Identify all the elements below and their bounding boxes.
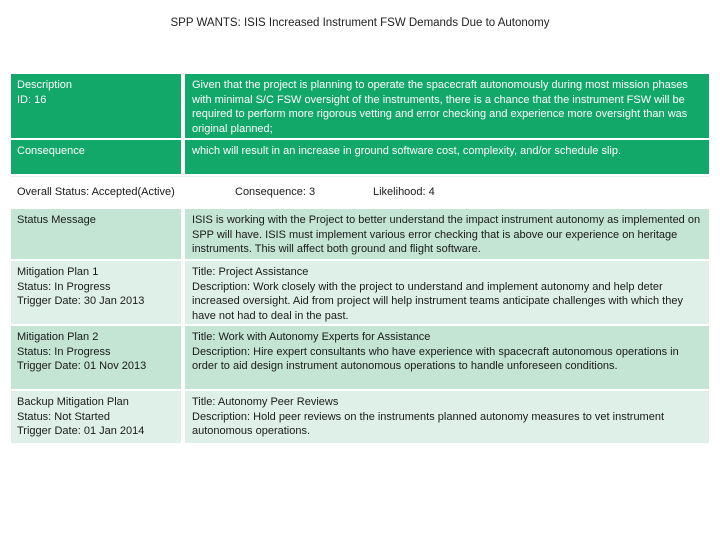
backup-mitigation-label: Backup Mitigation Plan [17,396,129,408]
mitigation-plan-2-label: Mitigation Plan 2 [17,331,99,343]
backup-mitigation-row [11,391,709,445]
backup-mitigation-title: Title: Autonomy Peer Reviews [192,396,339,408]
mitigation-plan-2-row [11,326,709,391]
page-title: SPP WANTS: ISIS Increased Instrument FSW Demands Due to Autonomy [170,17,550,29]
consequence-text: which will result in an increase in ground software cost, complexity, and/or schedule slip. [181,140,709,174]
consequence-label: Consequence [17,145,85,157]
mitigation-plan-2-title: Title: Work with Autonomy Experts for Assistance [192,331,431,343]
overall-status-row [11,176,709,209]
description-row [11,74,709,140]
consequence-score: Consequence: 3 [235,186,316,198]
status-message-row [11,209,709,261]
backup-mitigation-description: Description: Hold peer reviews on the instruments planned autonomy measures to vet instrument autonomous operations. [192,410,665,437]
likelihood-score: Likelihood: 4 [373,186,435,198]
description-label-cell [11,74,181,138]
mitigation-plan-1-row [11,261,709,326]
risk-id: ID: 16 [17,93,47,106]
mitigation-plan-1-status: Status: In Progress [17,280,111,293]
status-message-text: ISIS is working with the Project to better understand the impact instrument autonomy as implemented on SPP will have. ISIS must implement various error checking that is above our experience on heritage instruments. This will affect both ground and flight software. [181,209,709,259]
consequence-row [11,140,709,176]
risk-table [11,74,709,445]
mitigation-plan-1-label-cell [11,261,181,324]
backup-mitigation-trigger: Trigger Date: 01 Jan 2014 [17,425,145,437]
description-text: Given that the project is planning to operate the spacecraft autonomously during most mission phases with minimal S/C FSW oversight of the instruments, there is a chance that the instrument FSW will be required to perform more rigorous vetting and error checking and experience more oversight than was original planned; [181,74,709,138]
mitigation-plan-1-title: Title: Project Assistance [192,266,309,278]
mitigation-plan-2-trigger: Trigger Date: 01 Nov 2013 [17,360,147,372]
status-message-label: Status Message [17,214,96,226]
mitigation-plan-2-label-cell [11,326,181,389]
backup-mitigation-status: Status: Not Started [17,410,110,423]
backup-mitigation-label-cell [11,391,181,443]
mitigation-plan-2-description: Description: Hire expert consultants who have experience with spacecraft autonomous operations in order to aid design instrument autonomous operations to handle unforeseen conditions. [192,345,679,372]
backup-mitigation-detail [181,391,709,443]
mitigation-plan-1-description: Description: Work closely with the project to understand and implement autonomy and help deter increased oversight. Aid from project will help instrument teams anticipate challenges with which they have not had to deal in the past. [192,280,683,322]
mitigation-plan-2-detail [181,326,709,389]
description-label: Description [17,79,73,91]
mitigation-plan-1-label: Mitigation Plan 1 [17,266,99,278]
overall-status: Overall Status: Accepted(Active) [17,186,175,198]
mitigation-plan-2-status: Status: In Progress [17,345,111,358]
mitigation-plan-1-detail [181,261,709,324]
mitigation-plan-1-trigger: Trigger Date: 30 Jan 2013 [17,295,145,307]
